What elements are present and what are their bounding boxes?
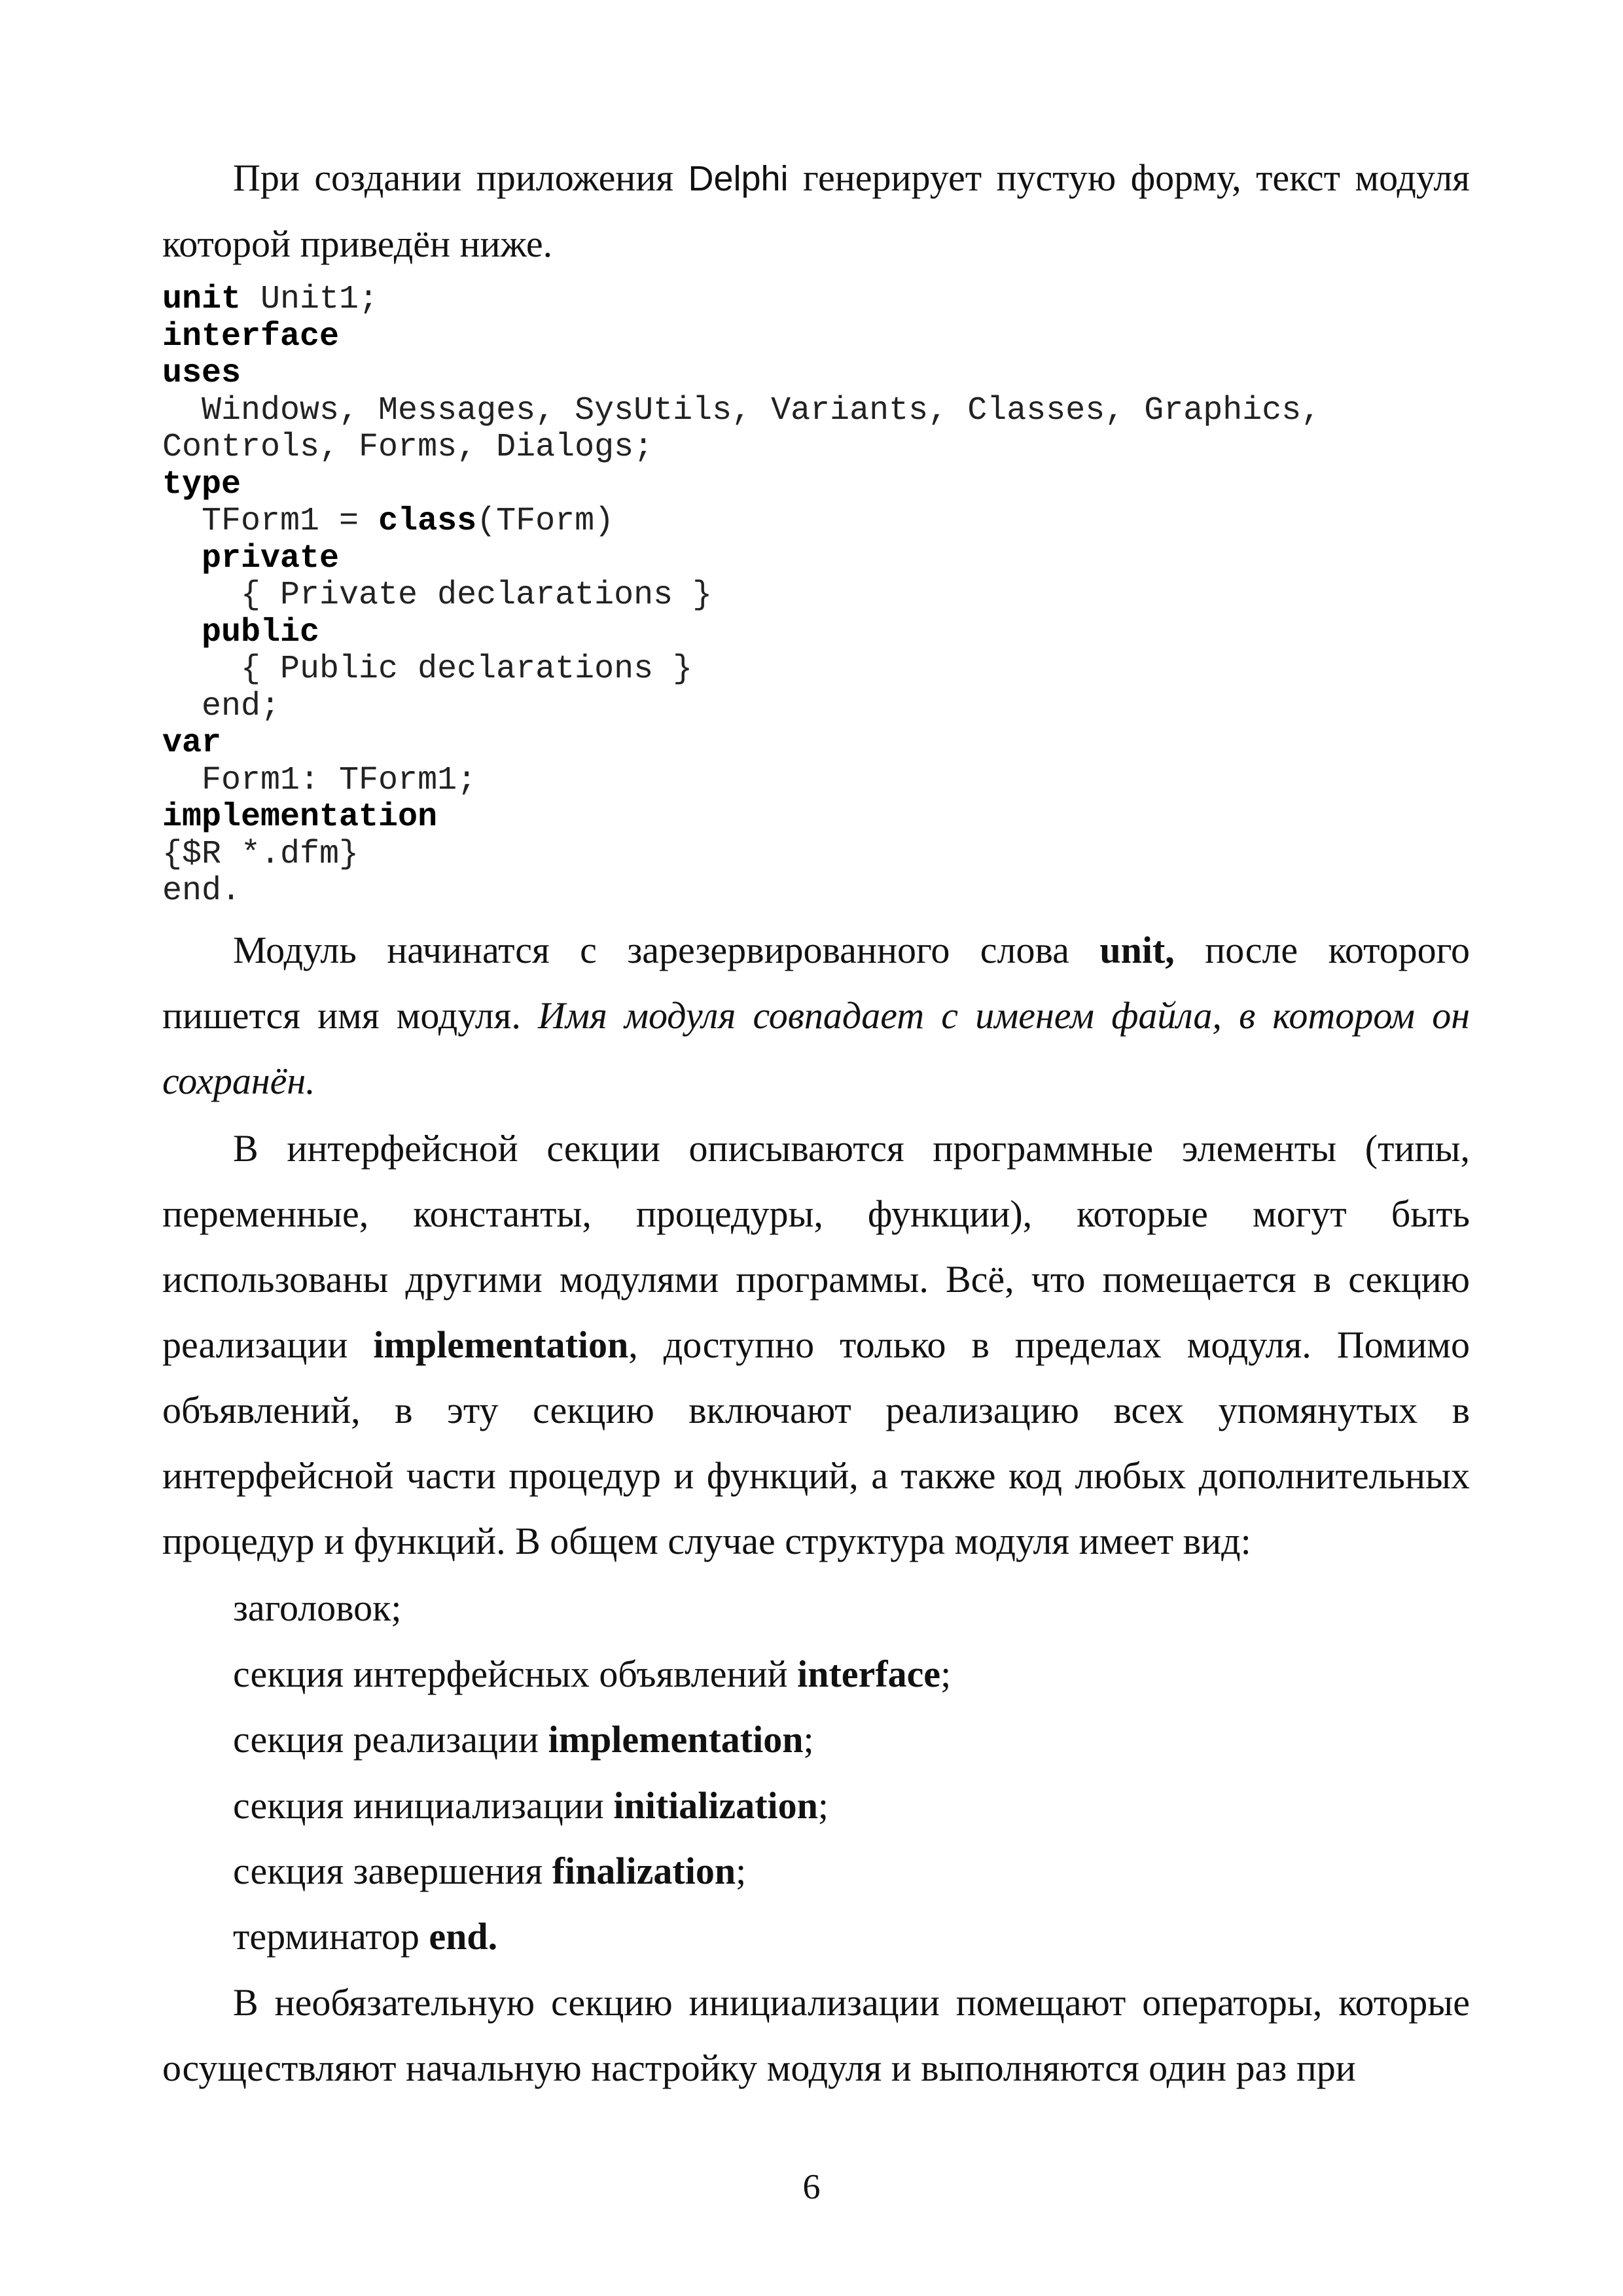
- code-listing: [162, 281, 1321, 910]
- code-line-16: {$R *.dfm}: [162, 835, 359, 873]
- para2-text-1: В интерфейсной секции описываются программные элементы (типы, переменные, константы, процедуры, функции), которые могут быть использованы другими модулями программы. Всё, что помещается в секцию реализации: [162, 1127, 1470, 1366]
- interface-paragraph: [162, 1116, 1470, 1574]
- list-item-tail: ;: [736, 1850, 747, 1892]
- para2-text-2: , доступно только в пределах модуля. Помимо объявлений, в эту секцию включают реализацию всех упомянутых в интерфейсной части процедур и функций, а также код любых дополнительных процедур и функций. В общем случае структура модуля имеет вид:: [162, 1323, 1470, 1562]
- list-item-keyword: implementation: [548, 1718, 804, 1761]
- list-item-text: секция завершения: [233, 1850, 552, 1892]
- list-item-text: секция реализации: [233, 1718, 548, 1761]
- code-line-14: Form1: TForm1;: [162, 761, 477, 799]
- code-line-7: TForm1 = class(TForm): [162, 503, 615, 540]
- code-line-10: public: [202, 613, 320, 651]
- intro-text-1: При создании приложения: [233, 156, 688, 199]
- para3-text: В необязательную секцию инициализации помещают операторы, которые осуществляют начальную настройку модуля и выполняются один раз при: [162, 1981, 1470, 2089]
- list-item: [233, 1839, 746, 1904]
- para1-text-2: после которого пишется имя модуля.: [162, 929, 1470, 1037]
- list-item-text: терминатор: [233, 1915, 429, 1958]
- page-number: 6: [802, 2167, 821, 2206]
- list-item-keyword: interface: [797, 1653, 941, 1695]
- list-item-keyword: end.: [429, 1915, 498, 1958]
- implementation-keyword: implementation: [373, 1323, 629, 1366]
- list-item: [233, 1575, 401, 1641]
- list-item-text: секция инициализации: [233, 1784, 614, 1827]
- delphi-word: Delphi: [688, 159, 789, 198]
- list-item: [233, 1707, 814, 1772]
- para1-italic: Имя модуля совпадает с именем файла, в котором он сохранён.: [162, 994, 1470, 1102]
- list-item-tail: ;: [803, 1718, 814, 1761]
- code-line-8: private: [202, 539, 340, 577]
- list-item-text: секция интерфейсных объявлений: [233, 1653, 798, 1695]
- code-line-3: uses: [162, 355, 241, 392]
- code-line-12: end;: [162, 687, 281, 725]
- list-item: [233, 1904, 497, 1969]
- list-item: [233, 1641, 951, 1707]
- code-line-9: { Private declarations }: [162, 577, 713, 614]
- list-item-text: заголовок;: [233, 1587, 402, 1629]
- code-line-5: Controls, Forms, Dialogs;: [162, 429, 654, 466]
- code-line-17: end.: [162, 872, 241, 910]
- code-line-2: interface: [162, 317, 340, 355]
- list-item-keyword: initialization: [613, 1784, 818, 1827]
- code-line-4: Windows, Messages, SysUtils, Variants, Classes, Graphics,: [162, 391, 1321, 429]
- initialization-paragraph: [162, 1970, 1470, 2101]
- list-item-tail: ;: [940, 1653, 952, 1695]
- para1-text-1: Модуль начинатся с зарезервированного слова: [233, 929, 1100, 971]
- intro-paragraph: [162, 145, 1470, 277]
- unit-keyword: unit,: [1099, 929, 1175, 971]
- code-line-6: type: [162, 465, 241, 503]
- code-line-1: unit Unit1;: [162, 281, 379, 318]
- list-item-tail: ;: [817, 1784, 829, 1827]
- code-line-13: var: [162, 725, 222, 762]
- code-line-11: { Public declarations }: [162, 651, 693, 688]
- intro-text-2: генерирует пустую форму, текст модуля которой приведён ниже.: [162, 156, 1470, 265]
- list-item: [233, 1773, 829, 1839]
- code-line-15: implementation: [162, 798, 438, 836]
- list-item-keyword: finalization: [552, 1850, 736, 1892]
- module-paragraph: [162, 918, 1470, 1114]
